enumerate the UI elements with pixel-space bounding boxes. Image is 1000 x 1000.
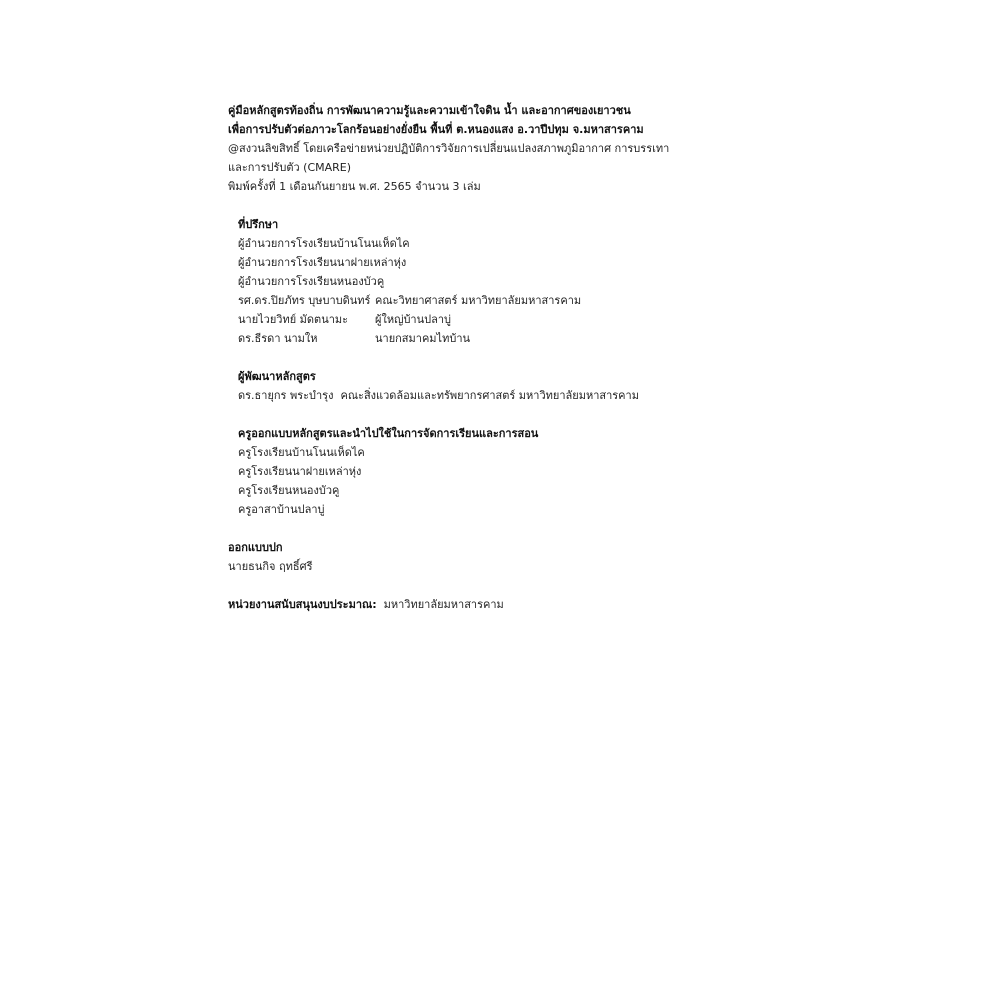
funding-section [228, 595, 698, 614]
developer-heading: ผู้พัฒนาหลักสูตร [238, 370, 316, 383]
teacher-line: ครูโรงเรียนนาฝายเหล่าหุ่ง [238, 465, 362, 478]
funding-row [228, 595, 698, 614]
advisor-name: นายไวยวิทย์ มัดตนามะ [238, 313, 349, 326]
teacher-line: ครูโรงเรียนบ้านโนนเห็ดไค [238, 446, 365, 459]
cover-section [228, 538, 698, 576]
advisors-section [228, 215, 698, 348]
funding-label: หน่วยงานสนับสนุนงบประมาณ: [228, 598, 377, 611]
advisor-name: รศ.ดร.ปิยภัทร บุษบาบดินทร์ [238, 294, 371, 307]
print-info: พิมพ์ครั้งที่ 1 เดือนกันยายน พ.ศ. 2565 จำนวน 3 เล่ม [228, 180, 481, 193]
developer-name: ดร.ธายุกร พระบำรุง [238, 389, 334, 402]
advisor-person-row [238, 291, 698, 310]
advisor-role: ผู้ใหญ่บ้านปลาบู่ [375, 313, 452, 326]
developer-section [228, 367, 698, 405]
teacher-line: ครูอาสาบ้านปลาบู่ [238, 503, 325, 516]
advisor-line: ผู้อำนวยการโรงเรียนนาฝายเหล่าหุ่ง [238, 256, 407, 269]
advisor-role: คณะวิทยาศาสตร์ มหาวิทยาลัยมหาสารคาม [375, 294, 582, 307]
teacher-line: ครูโรงเรียนหนองบัวคู [238, 484, 340, 497]
funding-value: มหาวิทยาลัยมหาสารคาม [383, 598, 504, 611]
advisor-line: ผู้อำนวยการโรงเรียนบ้านโนนเห็ดไค [238, 237, 410, 250]
advisor-person-row [238, 329, 698, 348]
developer-affiliation: คณะสิ่งแวดล้อมและทรัพยากรศาสตร์ มหาวิทยาลัยมหาสารคาม [340, 389, 639, 402]
copyright-line-1: @สงวนลิขสิทธิ์ โดยเครือข่ายหน่วยปฏิบัติการวิจัยการเปลี่ยนแปลงสภาพภูมิอากาศ การบรรเทา [228, 142, 670, 155]
teachers-section [228, 424, 698, 519]
document-page [228, 101, 698, 633]
teachers-heading: ครูออกแบบหลักสูตรและนำไปใช้ในการจัดการเรียนและการสอน [238, 427, 539, 440]
copyright-line-2: และการปรับตัว (CMARE) [228, 161, 352, 174]
title-line-2: เพื่อการปรับตัวต่อภาวะโลกร้อนอย่างยั่งยืน พื้นที่ ต.หนองแสง อ.วาปีปทุม จ.มหาสารคาม [228, 123, 644, 136]
cover-designer: นายธนกิจ ฤทธิ์ศรี [228, 560, 313, 573]
advisor-role: นายกสมาคมไทบ้าน [375, 332, 471, 345]
advisors-heading: ที่ปรึกษา [238, 218, 279, 231]
advisor-line: ผู้อำนวยการโรงเรียนหนองบัวคู [238, 275, 385, 288]
cover-heading: ออกแบบปก [228, 541, 283, 554]
header-block [228, 101, 698, 196]
advisor-person-row [238, 310, 698, 329]
advisor-name: ดร.ธีรดา นามให [238, 332, 318, 345]
developer-row [238, 386, 698, 405]
title-line-1: คู่มือหลักสูตรท้องถิ่น การพัฒนาความรู้และความเข้าใจดิน น้ำ และอากาศของเยาวชน [228, 104, 631, 117]
